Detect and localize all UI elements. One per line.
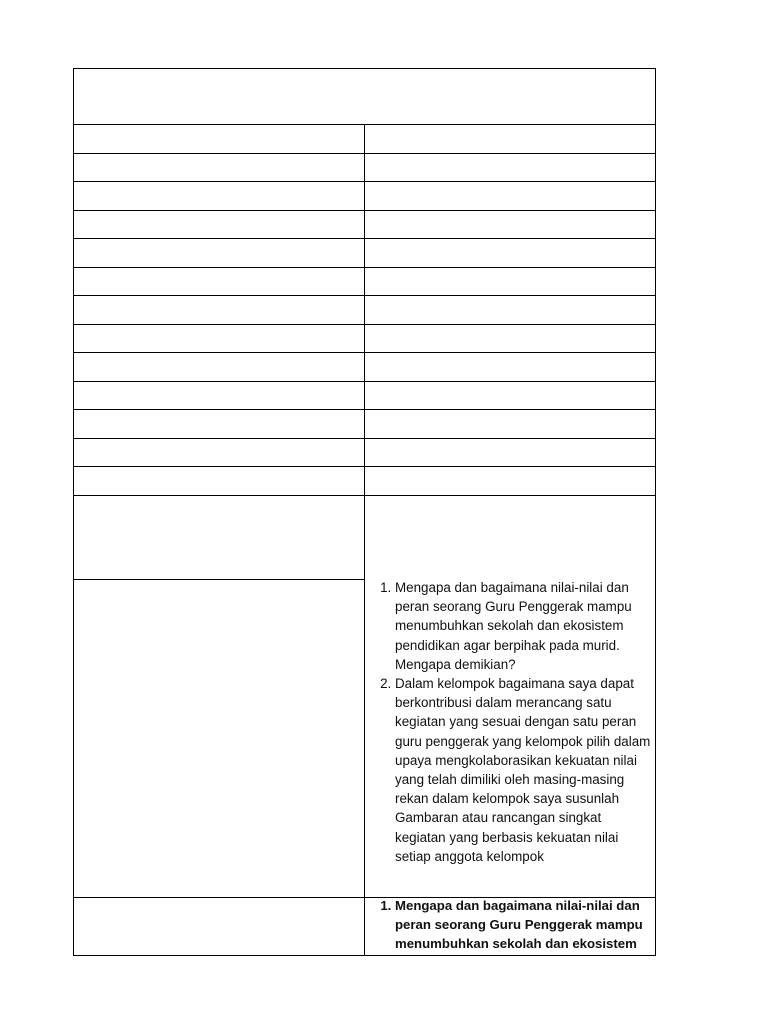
question-item: 1. Mengapa dan bagaimana nilai-nilai dan peran seorang Guru Penggerak mampu menumbuhkan sekolah dan ekosistem pendidikan agar berpihak pada murid. Mengapa demikian? xyxy=(395,578,654,674)
question-item: 2. Dalam kelompok bagaimana saya dapat berkontribusi dalam merancang satu kegiatan yang sesuai dengan satu peran guru penggerak yang kelompok pilih dalam upaya mengkolaborasikan kekuatan nilai yang telah dimiliki oleh masing-masing rekan dalam kelompok saya susunlah Gambaran atau rancangan singkat kegiatan yang berbasis kekuatan nilai setiap anggota kelompok xyxy=(395,674,654,866)
row-divider-left xyxy=(74,579,364,580)
document-table xyxy=(73,68,656,956)
reflection-questions-bold xyxy=(374,896,654,954)
column-divider xyxy=(364,124,365,955)
question-item-bold: 1. Mengapa dan bagaimana nilai-nilai dan peran seorang Guru Penggerak mampu menumbuhkan sekolah dan ekosistem xyxy=(395,896,654,954)
reflection-questions xyxy=(374,578,654,866)
